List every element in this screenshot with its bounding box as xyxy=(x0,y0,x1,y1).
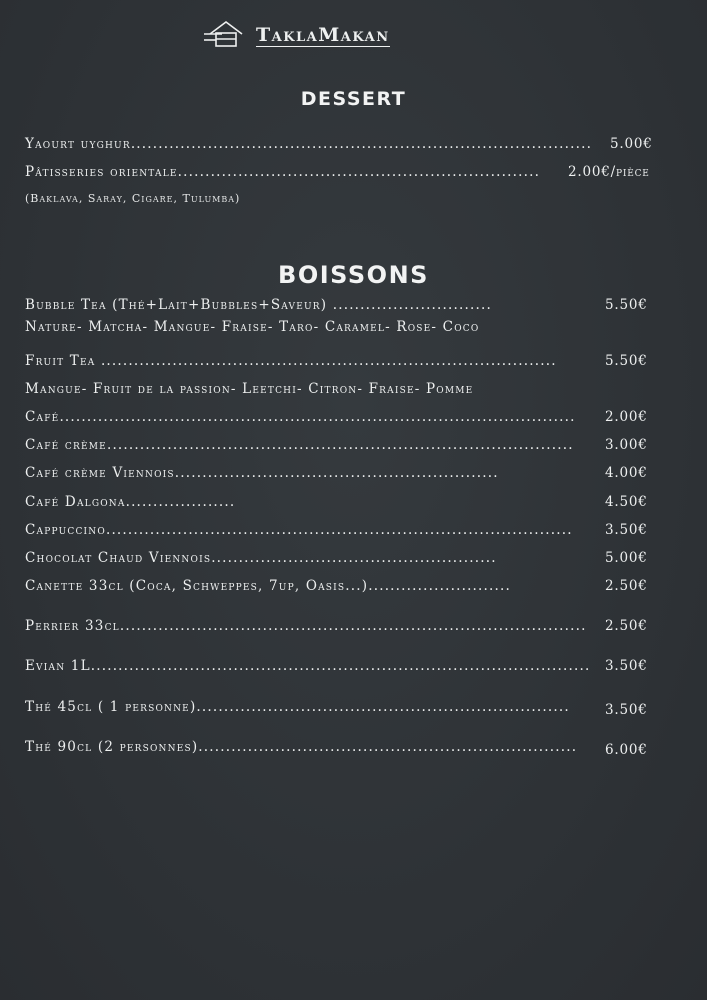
menu-item-line: Thé 45cl ( 1 personne).................................................................... xyxy=(25,699,570,715)
flavor-list: Mangue- Fruit de la passion- Leetchi- Citron- Fraise- Pomme xyxy=(25,381,474,397)
menu-item-price: 2.00€/pièce xyxy=(568,164,650,180)
brand-logo xyxy=(204,18,390,52)
menu-item-line: Perrier 33cl..................................................................................... xyxy=(25,618,587,634)
menu-item-line: Yaourt uyghur.................................................................................... xyxy=(25,136,593,152)
menu-item-line: Fruit Tea ................................................................................... xyxy=(25,353,557,369)
menu-item-price: 3.50€ xyxy=(605,702,648,718)
dessert-note: (Baklava, Saray, Cigare, Tulumba) xyxy=(25,192,241,205)
menu-item-line: Cappuccino..................................................................................... xyxy=(25,522,573,538)
menu-item-price: 4.00€ xyxy=(605,465,648,481)
menu-item-price: 4.50€ xyxy=(605,494,648,510)
menu-item-price: 5.50€ xyxy=(605,297,648,313)
menu-item-line: Pâtisseries orientale.................................................................. xyxy=(25,164,541,180)
menu-item-line: Café crème..................................................................................... xyxy=(25,437,574,453)
house-icon xyxy=(204,18,246,52)
menu-item-price: 2.00€ xyxy=(605,409,648,425)
menu-item-price: 5.00€ xyxy=(610,136,653,152)
menu-item-price: 3.50€ xyxy=(605,658,648,674)
menu-item-price: 2.50€ xyxy=(605,618,648,634)
menu-item-line: Café crème Viennois........................................................... xyxy=(25,465,499,481)
menu-item-line: Chocolat Chaud Viennois.................................................... xyxy=(25,550,497,566)
menu-item-price: 5.00€ xyxy=(605,550,648,566)
menu-item-price: 5.50€ xyxy=(605,353,648,369)
dessert-title: DESSERT xyxy=(300,88,407,110)
menu-item-price: 3.00€ xyxy=(605,437,648,453)
menu-item-price: 2.50€ xyxy=(605,578,648,594)
menu-item-line: Café.............................................................................................. xyxy=(25,409,576,425)
menu-item-price: 6.00€ xyxy=(605,742,648,758)
menu-item-price: 3.50€ xyxy=(605,522,648,538)
boissons-title: BOISSONS xyxy=(278,261,429,289)
flavor-list: Nature- Matcha- Mangue- Fraise- Taro- Caramel- Rose- Coco xyxy=(25,319,480,335)
menu-item-line: Canette 33cl (Coca, Schweppes, 7up, Oasis...).......................... xyxy=(25,578,511,594)
menu-item-line: Café Dalgona.................... xyxy=(25,494,236,510)
menu-item-line: Evian 1L........................................................................................... xyxy=(25,658,591,674)
brand-name: TaklaMakan xyxy=(256,23,390,46)
menu-item-line: Thé 90cl (2 personnes)..................................................................... xyxy=(25,739,578,755)
menu-item-line: Bubble Tea (Thé+Lait+Bubbles+Saveur) ............................. xyxy=(25,297,492,313)
